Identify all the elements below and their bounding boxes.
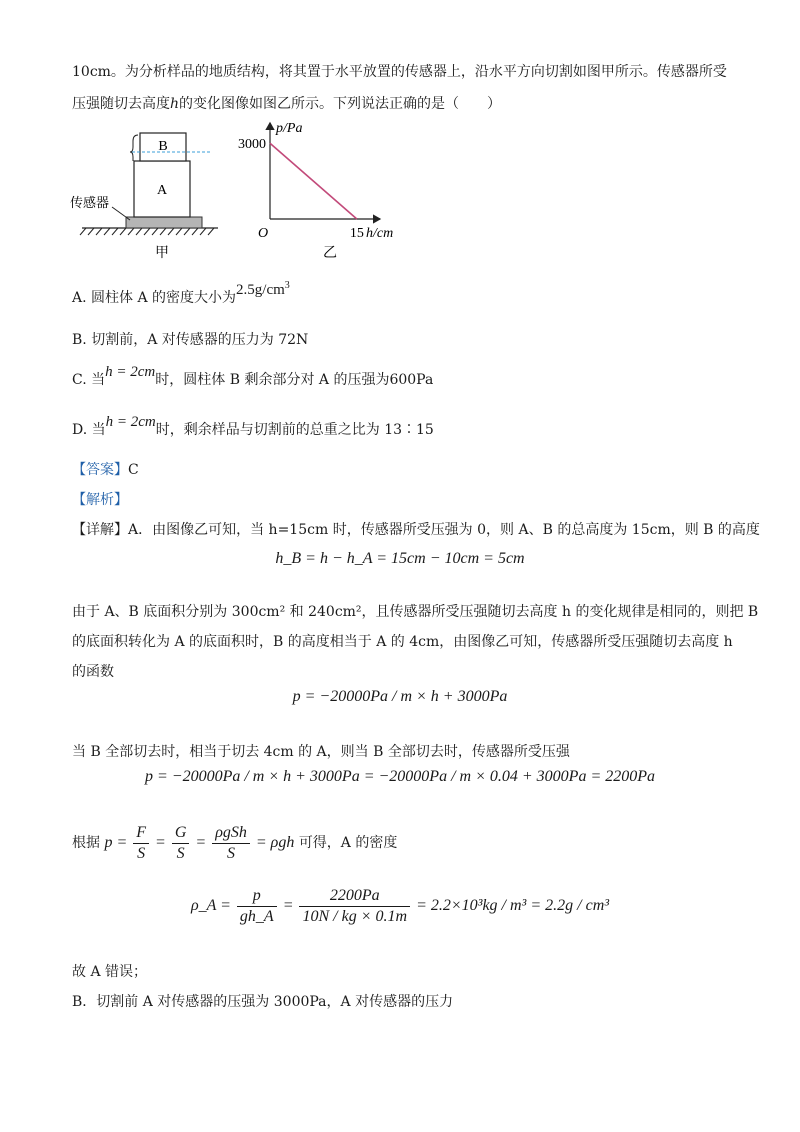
- option-a-sup: 3: [284, 280, 290, 291]
- sensor-pointer: [112, 207, 130, 220]
- option-a-value: 2.5g/cm: [236, 282, 285, 298]
- option-a: [72, 280, 290, 308]
- solution-line-6-post: 可得，A 的密度: [298, 835, 398, 851]
- eq5-den-1: gh_A: [239, 908, 274, 925]
- y-tick-label: 3000: [238, 137, 266, 153]
- solution-line-8: B．切割前 A 对传感器的压强为 3000Pa，A 对传感器的压力: [72, 994, 454, 1010]
- x-axis-label: h/cm: [366, 226, 394, 241]
- solution-line-6: [72, 822, 397, 864]
- answer-line: [72, 460, 139, 480]
- question-line-2-b: 的变化图像如图乙所示。下列说法正确的是（ ）: [179, 96, 502, 112]
- option-c-pre: C. 当: [72, 372, 106, 388]
- sensor-plate: [126, 217, 202, 228]
- question-line-2-a: 压强随切去高度: [72, 96, 170, 112]
- equation-1: h_B = h − h_A = 15cm − 10cm = 5cm: [275, 550, 525, 567]
- solution-line-7: 故 A 错误；: [72, 964, 148, 980]
- eq5-frac-1: [237, 886, 277, 927]
- solution-line-5: 当 B 全部切去时，相当于切去 4cm 的 A，则当 B 全部切去时，传感器所受压强: [72, 744, 570, 760]
- option-d: [72, 414, 434, 440]
- solution-line-2: 由于 A、B 底面积分别为 300cm² 和 240cm²，且传感器所受压强随切去高度 h 的变化规律是相同的，则把 B: [72, 604, 759, 620]
- eq5-den-2: 10N / kg × 0.1m: [302, 908, 408, 925]
- option-c: [72, 364, 434, 390]
- option-a-text: A. 圆柱体 A 的密度大小为: [72, 290, 237, 306]
- solution-line-3: 的底面积转化为 A 的底面积时，B 的高度相当于 A 的 4cm，由图像乙可知，传感器所受压强随切去高度 h: [72, 634, 733, 650]
- frac-g-s: $\frac{G}{S}$: [172, 823, 190, 864]
- cylinder-b-label: B: [158, 139, 168, 154]
- option-d-pre: D. 当: [72, 422, 106, 438]
- height-brace: [130, 135, 138, 161]
- frac-rhogsh-s: $\frac{\text{ρgSh}}{S}$: [212, 823, 250, 864]
- figure-yi-chart: [232, 115, 412, 265]
- ground-hatch: [80, 228, 214, 235]
- option-c-math: h = 2cm: [105, 364, 156, 380]
- detail-tag: 【详解】: [72, 522, 128, 538]
- eq5-frac-2: [299, 886, 410, 927]
- solution-line-6-pre: 根据: [72, 835, 100, 851]
- option-d-post: 时，剩余样品与切割前的总重之比为 13∶15: [155, 422, 434, 438]
- eq5-rhs: = 2.2×10³kg / m³ = 2.2g / cm³: [416, 897, 610, 915]
- figure-yi-caption: 乙: [323, 246, 337, 261]
- option-b: B. 切割前，A 对传感器的压力为 72N: [72, 332, 309, 348]
- cylinder-a-label: A: [156, 183, 168, 198]
- equation-5: ρ_A = $\frac{p}{gh\_A}$ = $\frac{2200Pa}{10N / kg \times 0.1m}$ = 2.2×10³kg / m³ = 2.2g / cm³: [190, 887, 610, 925]
- eq5-num-1: p: [237, 886, 277, 907]
- answer-value: C: [128, 462, 139, 478]
- option-a-math: [236, 282, 290, 298]
- solution-line-1: [72, 520, 760, 540]
- sensor-label: 传感器: [70, 195, 110, 210]
- answer-tag: 【答案】: [72, 462, 128, 478]
- solution-line-4: 的函数: [72, 664, 114, 680]
- y-axis-label: p/Pa: [276, 121, 303, 136]
- equation-2: p = −20000Pa / m × h + 3000Pa: [292, 688, 508, 705]
- option-d-math: h = 2cm: [105, 414, 156, 430]
- analysis-tag: 【解析】: [72, 492, 128, 508]
- series-line: [270, 143, 357, 219]
- solution-line-1-text: A．由图像乙可知，当 h=15cm 时，传感器所受压强为 0，则 A、B 的总高度为 15cm，则 B 的高度: [128, 522, 760, 538]
- question-h-symbol: h: [170, 96, 180, 112]
- option-c-post: 时，圆柱体 B 剩余部分对 A 的压强为600Pa: [155, 372, 434, 388]
- eq5-lhs: ρ_A =: [190, 897, 231, 915]
- origin-label: O: [258, 226, 269, 241]
- figure-jia-caption: 甲: [155, 246, 169, 261]
- eq5-num-2: 2200Pa: [299, 886, 410, 907]
- frac-f-s: $\frac{F}{S}$: [133, 823, 149, 864]
- equation-4: p = $\frac{F}{S}$ = $\frac{G}{S}$ = $\frac{\text{ρgSh}}{S}$ = ρgh: [104, 823, 295, 862]
- x-tick-label: 15: [349, 226, 364, 241]
- equation-3: p = −20000Pa / m × h + 3000Pa = −20000Pa / m × 0.04 + 3000Pa = 2200Pa: [144, 768, 656, 785]
- question-line-2: [72, 94, 501, 114]
- figure-jia: [70, 125, 230, 265]
- question-line-1: 10cm。为分析样品的地质结构，将其置于水平放置的传感器上，沿水平方向切割如图甲所示。传感器所受: [72, 64, 727, 80]
